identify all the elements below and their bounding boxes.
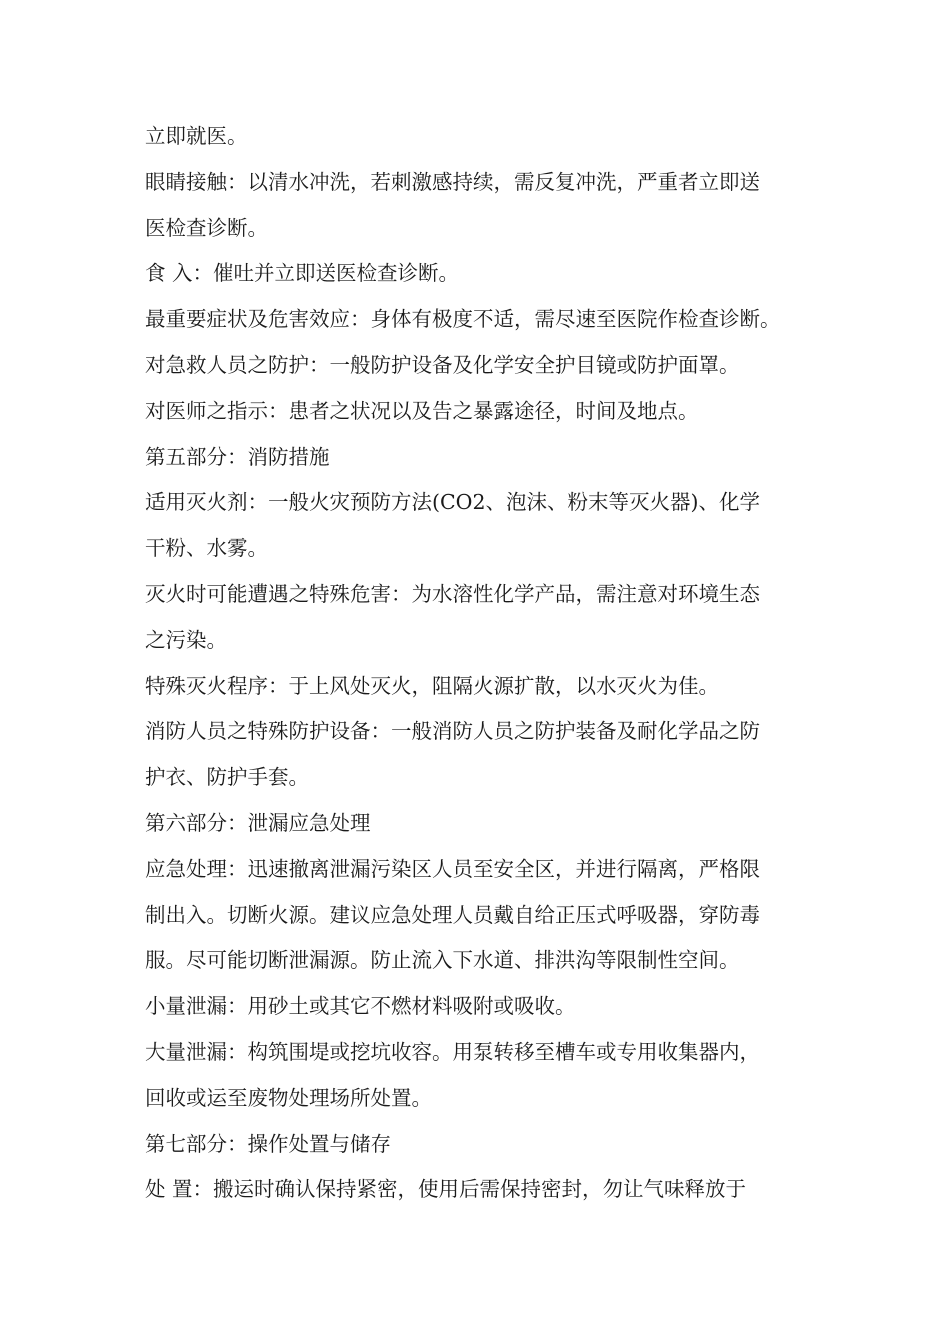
- section-heading: 第五部分：消防措施: [145, 444, 330, 469]
- text-line: 之污染。: [145, 627, 227, 652]
- document-body: [145, 114, 813, 1213]
- text-line: 制出入。切断火源。建议应急处理人员戴自给正压式呼吸器，穿防毒: [145, 902, 760, 927]
- text-line: 护衣、防护手套。: [145, 765, 309, 790]
- text-line: 消防人员之特殊防护设备：一般消防人员之防护装备及耐化学品之防: [145, 719, 760, 744]
- text-line: 对急救人员之防护：一般防护设备及化学安全护目镜或防护面罩。: [145, 352, 740, 377]
- text-line: 眼睛接触：以清水冲洗，若刺激感持续，需反复冲洗，严重者立即送: [145, 169, 760, 194]
- section-heading: 第七部分：操作处置与储存: [145, 1131, 391, 1156]
- text-line: 立即就医。: [145, 124, 248, 148]
- text-line: 适用灭火剂：一般火灾预防方法(CO2、泡沫、粉末等灭火器)、化学: [145, 490, 761, 515]
- section-heading: 第六部分：泄漏应急处理: [145, 810, 371, 835]
- text-line: 干粉、水雾。: [145, 536, 268, 561]
- text-line: 医检查诊断。: [145, 215, 268, 240]
- text-line: 特殊灭火程序：于上风处灭火，阻隔火源扩散，以水灭火为佳。: [145, 673, 719, 698]
- text-line: 灭火时可能遭遇之特殊危害：为水溶性化学产品，需注意对环境生态: [145, 581, 760, 606]
- text-line: 应急处理：迅速撤离泄漏污染区人员至安全区，并进行隔离，严格限: [145, 856, 760, 881]
- text-line: 大量泄漏：构筑围堤或挖坑收容。用泵转移至槽车或专用收集器内，: [145, 1039, 760, 1064]
- text-line: 处 置：搬运时确认保持紧密，使用后需保持密封，勿让气味释放于: [145, 1177, 747, 1202]
- text-line: 食 入：催吐并立即送医检查诊断。: [145, 261, 460, 286]
- text-line: 对医师之指示：患者之状况以及告之暴露途径，时间及地点。: [145, 398, 699, 423]
- text-line: 小量泄漏：用砂土或其它不燃材料吸附或吸收。: [145, 994, 576, 1019]
- text-line: 服。尽可能切断泄漏源。防止流入下水道、排洪沟等限制性空间。: [145, 948, 740, 973]
- text-line: 最重要症状及危害效应：身体有极度不适，需尽速至医院作检查诊断。: [145, 307, 781, 332]
- text-line: 回收或运至废物处理场所处置。: [145, 1085, 432, 1110]
